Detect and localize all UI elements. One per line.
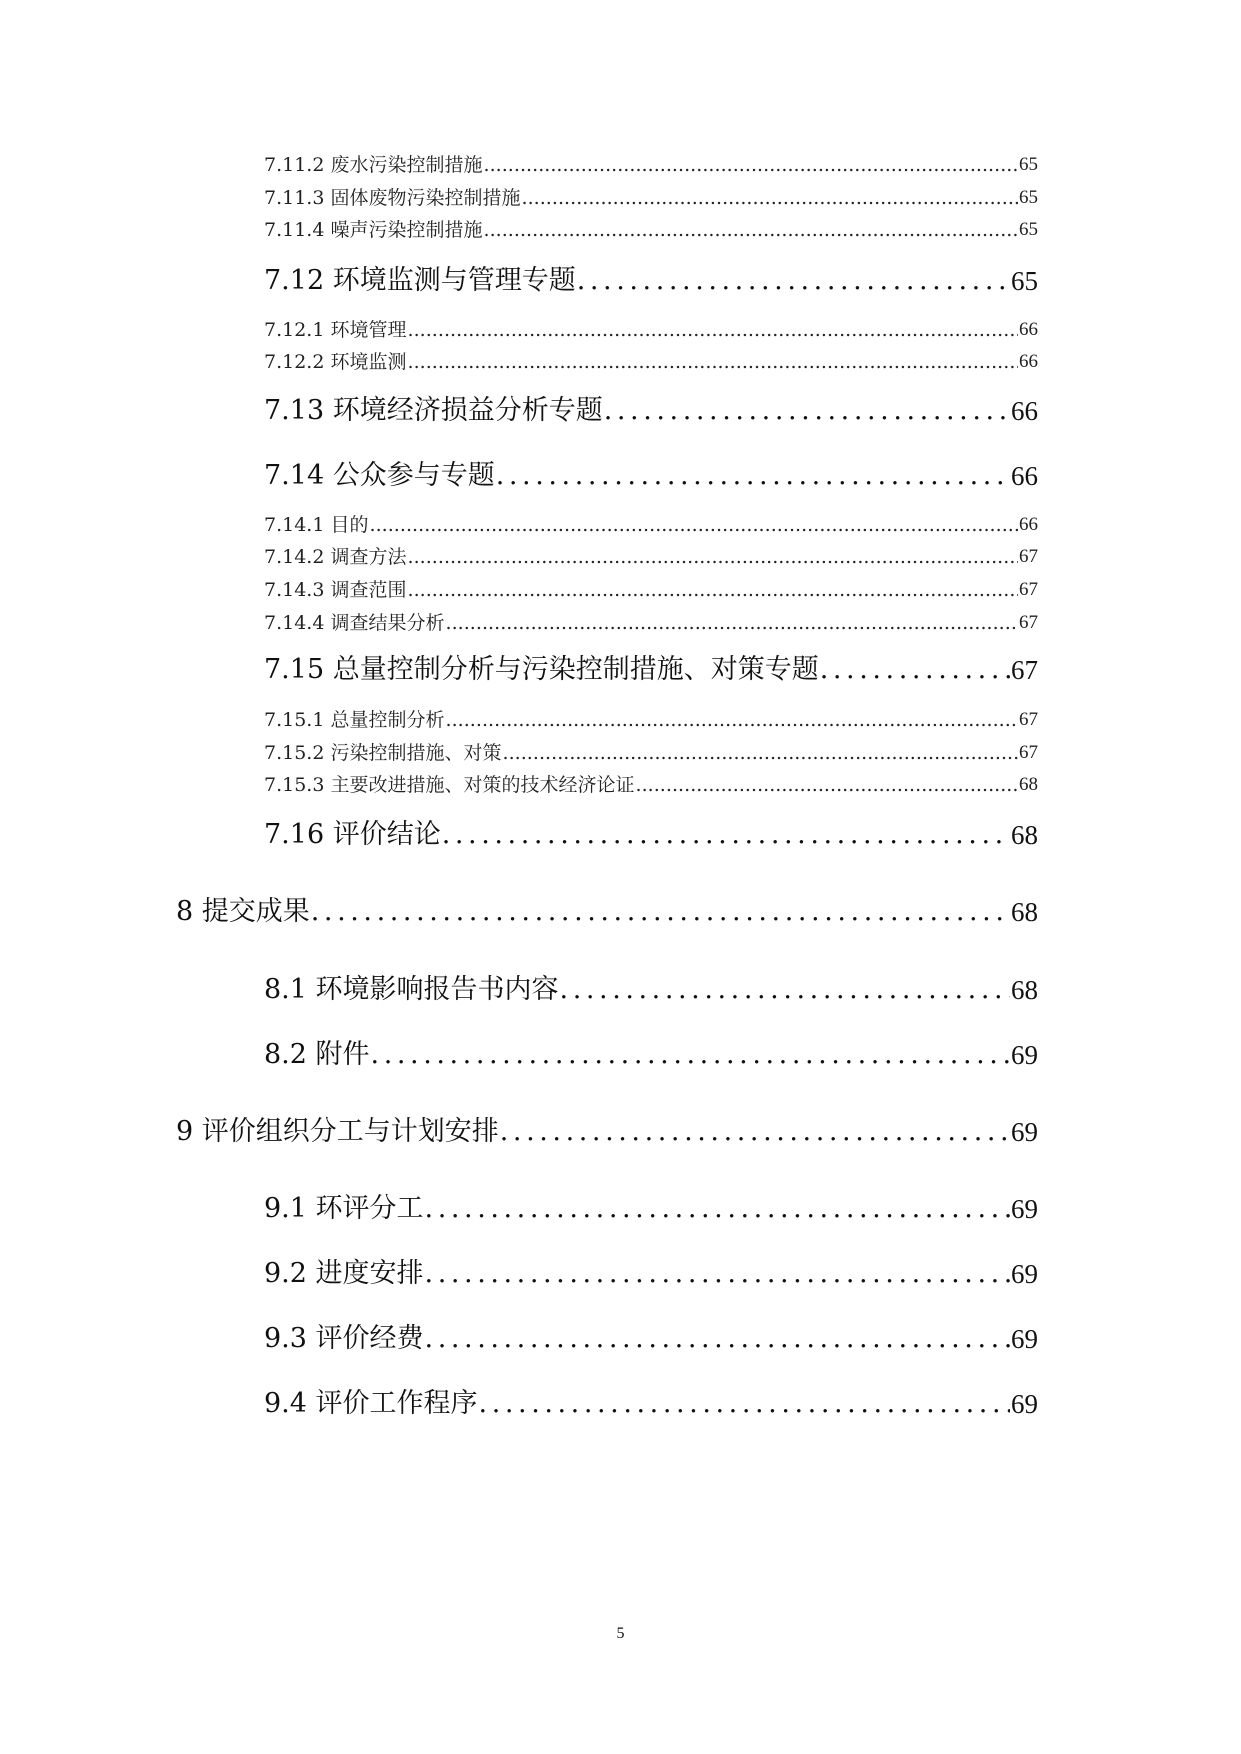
toc-entry-page: 66 [1019,319,1038,340]
toc-leader-dots [577,264,1010,298]
toc-leader-dots [425,1322,1010,1356]
toc-leader-dots [407,545,1018,569]
toc-entry[interactable] [264,264,1038,298]
toc-entry-title: 7.13 环境经济损益分析专题 [264,395,603,426]
toc-entry-page: 65 [1019,219,1038,240]
toc-entry-title: 7.14.3 调查范围 [264,579,407,601]
toc-entry[interactable] [264,186,1038,210]
toc-entry[interactable] [264,394,1038,428]
toc-entry-title: 8.2 附件 [264,1039,370,1070]
toc-leader-dots [371,1038,1010,1072]
toc-entry-page: 67 [1019,742,1038,763]
toc-entry-title: 7.14.4 调查结果分析 [264,612,445,634]
toc-entry-title: 7.12.1 环境管理 [264,319,407,341]
toc-entry-page: 68 [1011,975,1038,1005]
toc-entry[interactable] [264,350,1038,374]
toc-entry-page: 67 [1019,709,1038,730]
toc-entry-page: 68 [1011,820,1038,850]
toc-leader-dots [604,394,1010,428]
toc-entry[interactable] [264,708,1038,732]
toc-entry[interactable] [264,1038,1038,1072]
toc-leader-dots [502,741,1018,765]
toc-entry-page: 66 [1011,461,1038,491]
toc-leader-dots [483,218,1018,242]
toc-entry-page: 65 [1019,187,1038,208]
toc-entry[interactable] [264,741,1038,765]
toc-entry-title: 7.15.1 总量控制分析 [264,709,445,731]
toc-entry-page: 69 [1011,1324,1038,1354]
toc-entry[interactable] [264,218,1038,242]
toc-entry-title: 9.1 环评分工 [264,1193,424,1224]
toc-leader-dots [635,773,1018,797]
toc-entry[interactable] [264,318,1038,342]
toc-leader-dots [500,1115,1010,1149]
toc-entry-page: 68 [1011,897,1038,927]
toc-entry[interactable] [264,578,1038,602]
toc-entry-page: 69 [1011,1259,1038,1289]
page-number: 5 [616,1625,625,1642]
toc-entry-title: 7.14.2 调查方法 [264,546,407,568]
toc-entry[interactable] [264,545,1038,569]
toc-entry-title: 7.15 总量控制分析与污染控制措施、对策专题 [264,654,819,685]
toc-entry-title: 8.1 环境影响报告书内容 [264,974,559,1005]
toc-entry-title: 7.14.1 目的 [264,514,369,536]
toc-leader-dots [560,973,1010,1007]
toc-entry-title: 7.11.4 噪声污染控制措施 [264,219,483,241]
toc-leader-dots [425,1192,1010,1226]
toc-entry[interactable] [264,611,1038,635]
toc-entry-page: 65 [1019,154,1038,175]
toc-entry-title: 7.15.3 主要改进措施、对策的技术经济论证 [264,774,635,796]
toc-leader-dots [820,653,1010,687]
toc-entry-page: 68 [1019,774,1038,795]
toc-leader-dots [483,153,1018,177]
toc-entry-page: 69 [1011,1194,1038,1224]
toc-entry[interactable] [264,773,1038,797]
toc-entry-title: 7.11.3 固体废物污染控制措施 [264,187,521,209]
toc-entry[interactable] [264,653,1038,687]
toc-entry-page: 69 [1011,1389,1038,1419]
toc-entry-title: 7.14 公众参与专题 [264,460,495,491]
toc-entry[interactable] [264,818,1038,852]
toc-entry-page: 66 [1019,351,1038,372]
toc-entry-title: 9.2 进度安排 [264,1258,424,1289]
toc-leader-dots [425,1257,1010,1291]
toc-entry-title: 9.4 评价工作程序 [264,1388,478,1419]
toc-entry-title: 8 提交成果 [176,896,310,927]
toc-entry[interactable] [264,973,1038,1007]
toc-entry-page: 66 [1011,396,1038,426]
toc-entry-title: 7.16 评价结论 [264,819,441,850]
toc-leader-dots [407,578,1018,602]
toc-entry-page: 67 [1019,612,1038,633]
toc-entry-page: 69 [1011,1117,1038,1147]
toc-leader-dots [496,459,1010,493]
toc-entry[interactable] [264,153,1038,177]
toc-leader-dots [442,818,1010,852]
toc-entry-title: 7.12 环境监测与管理专题 [264,265,576,296]
toc-entry-page: 67 [1011,655,1038,685]
toc-entry-title: 9 评价组织分工与计划安排 [176,1116,499,1147]
toc-entry-page: 69 [1011,1040,1038,1070]
toc-leader-dots [445,708,1018,732]
toc-entry-title: 9.3 评价经费 [264,1323,424,1354]
toc-entry[interactable] [264,1322,1038,1356]
toc-leader-dots [445,611,1018,635]
toc-leader-dots [311,895,1010,929]
toc-leader-dots [407,350,1018,374]
toc-entry-title: 7.11.2 废水污染控制措施 [264,154,483,176]
toc-entry-title: 7.12.2 环境监测 [264,351,407,373]
toc-entry-page: 67 [1019,546,1038,567]
toc-leader-dots [521,186,1018,210]
toc-entry[interactable] [264,459,1038,493]
toc-entry-title: 7.15.2 污染控制措施、对策 [264,742,502,764]
toc-entry[interactable] [264,513,1038,537]
toc-entry-page: 65 [1011,266,1038,296]
toc-entry[interactable] [264,1257,1038,1291]
toc-leader-dots [479,1387,1010,1421]
toc-leader-dots [369,513,1018,537]
toc-entry-page: 66 [1019,514,1038,535]
toc-leader-dots [407,318,1018,342]
toc-entry-page: 67 [1019,579,1038,600]
toc-entry[interactable] [264,1192,1038,1226]
toc-entry[interactable] [176,1115,1038,1149]
toc-entry[interactable] [264,1387,1038,1421]
toc-entry[interactable] [176,895,1038,929]
